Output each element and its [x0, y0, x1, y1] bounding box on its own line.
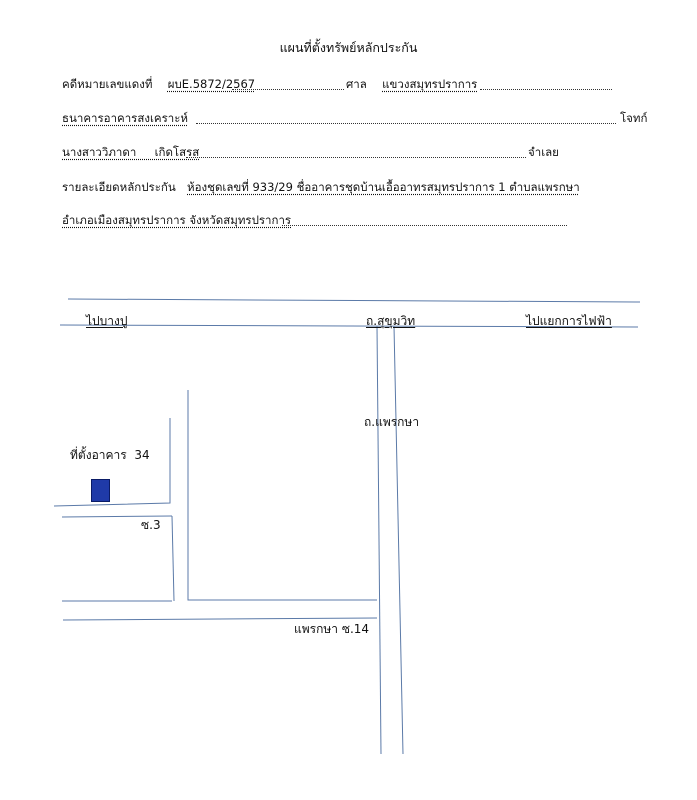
praeksa-soi-14-upper-edge: [188, 390, 377, 600]
defendant-name: นางสาววิภาดา เกิดโสรส: [62, 145, 200, 159]
praeksa-road-left-edge: [377, 326, 381, 754]
collateral-detail: ห้องชุดเลขที่ 933/29 ชื่ออาคารชุดบ้านเอื้ออาทรสมุทรปราการ 1 ตำบลแพรกษา: [187, 180, 580, 194]
plaintiff-label: โจทก์: [620, 111, 648, 125]
praeksa-road-right-edge: [394, 326, 403, 754]
building-marker: [91, 479, 110, 502]
sukhumvit-road-top-edge: [68, 299, 640, 302]
plaintiff-name: ธนาคารอาคารสงเคราะห์: [62, 111, 189, 125]
collateral-detail-2: อำเภอเมืองสมุทรปราการ จังหวัดสมุทรปราการ: [62, 213, 292, 227]
soi-3-side-edge: [172, 516, 174, 601]
sukhumvit-road-label: ถ.สุขุมวิท: [366, 314, 416, 328]
case-label: คดีหมายเลขแดงที่: [62, 77, 153, 91]
defendant-label: จำเลย: [528, 145, 559, 159]
praeksa-road-label: ถ.แพรกษา: [364, 415, 420, 429]
case-number: ผบE.5872/2567: [167, 77, 256, 91]
collateral-label: รายละเอียดหลักประกัน: [62, 180, 176, 194]
document-title: แผนที่ตั้งทรัพย์หลักประกัน: [279, 40, 418, 55]
soi-3-label: ซ.3: [141, 518, 161, 532]
to-bang-pu-label: ไปบางปู: [86, 314, 128, 328]
court-name: แขวงสมุทรปราการ: [382, 77, 478, 91]
court-label: ศาล: [346, 77, 367, 91]
building-location-label: ที่ตั้งอาคาร 34: [70, 448, 150, 462]
praeksa-soi-14-label: แพรกษา ซ.14: [294, 622, 370, 636]
to-fire-junction-label: ไปแยกการไฟฟ้า: [526, 314, 612, 328]
